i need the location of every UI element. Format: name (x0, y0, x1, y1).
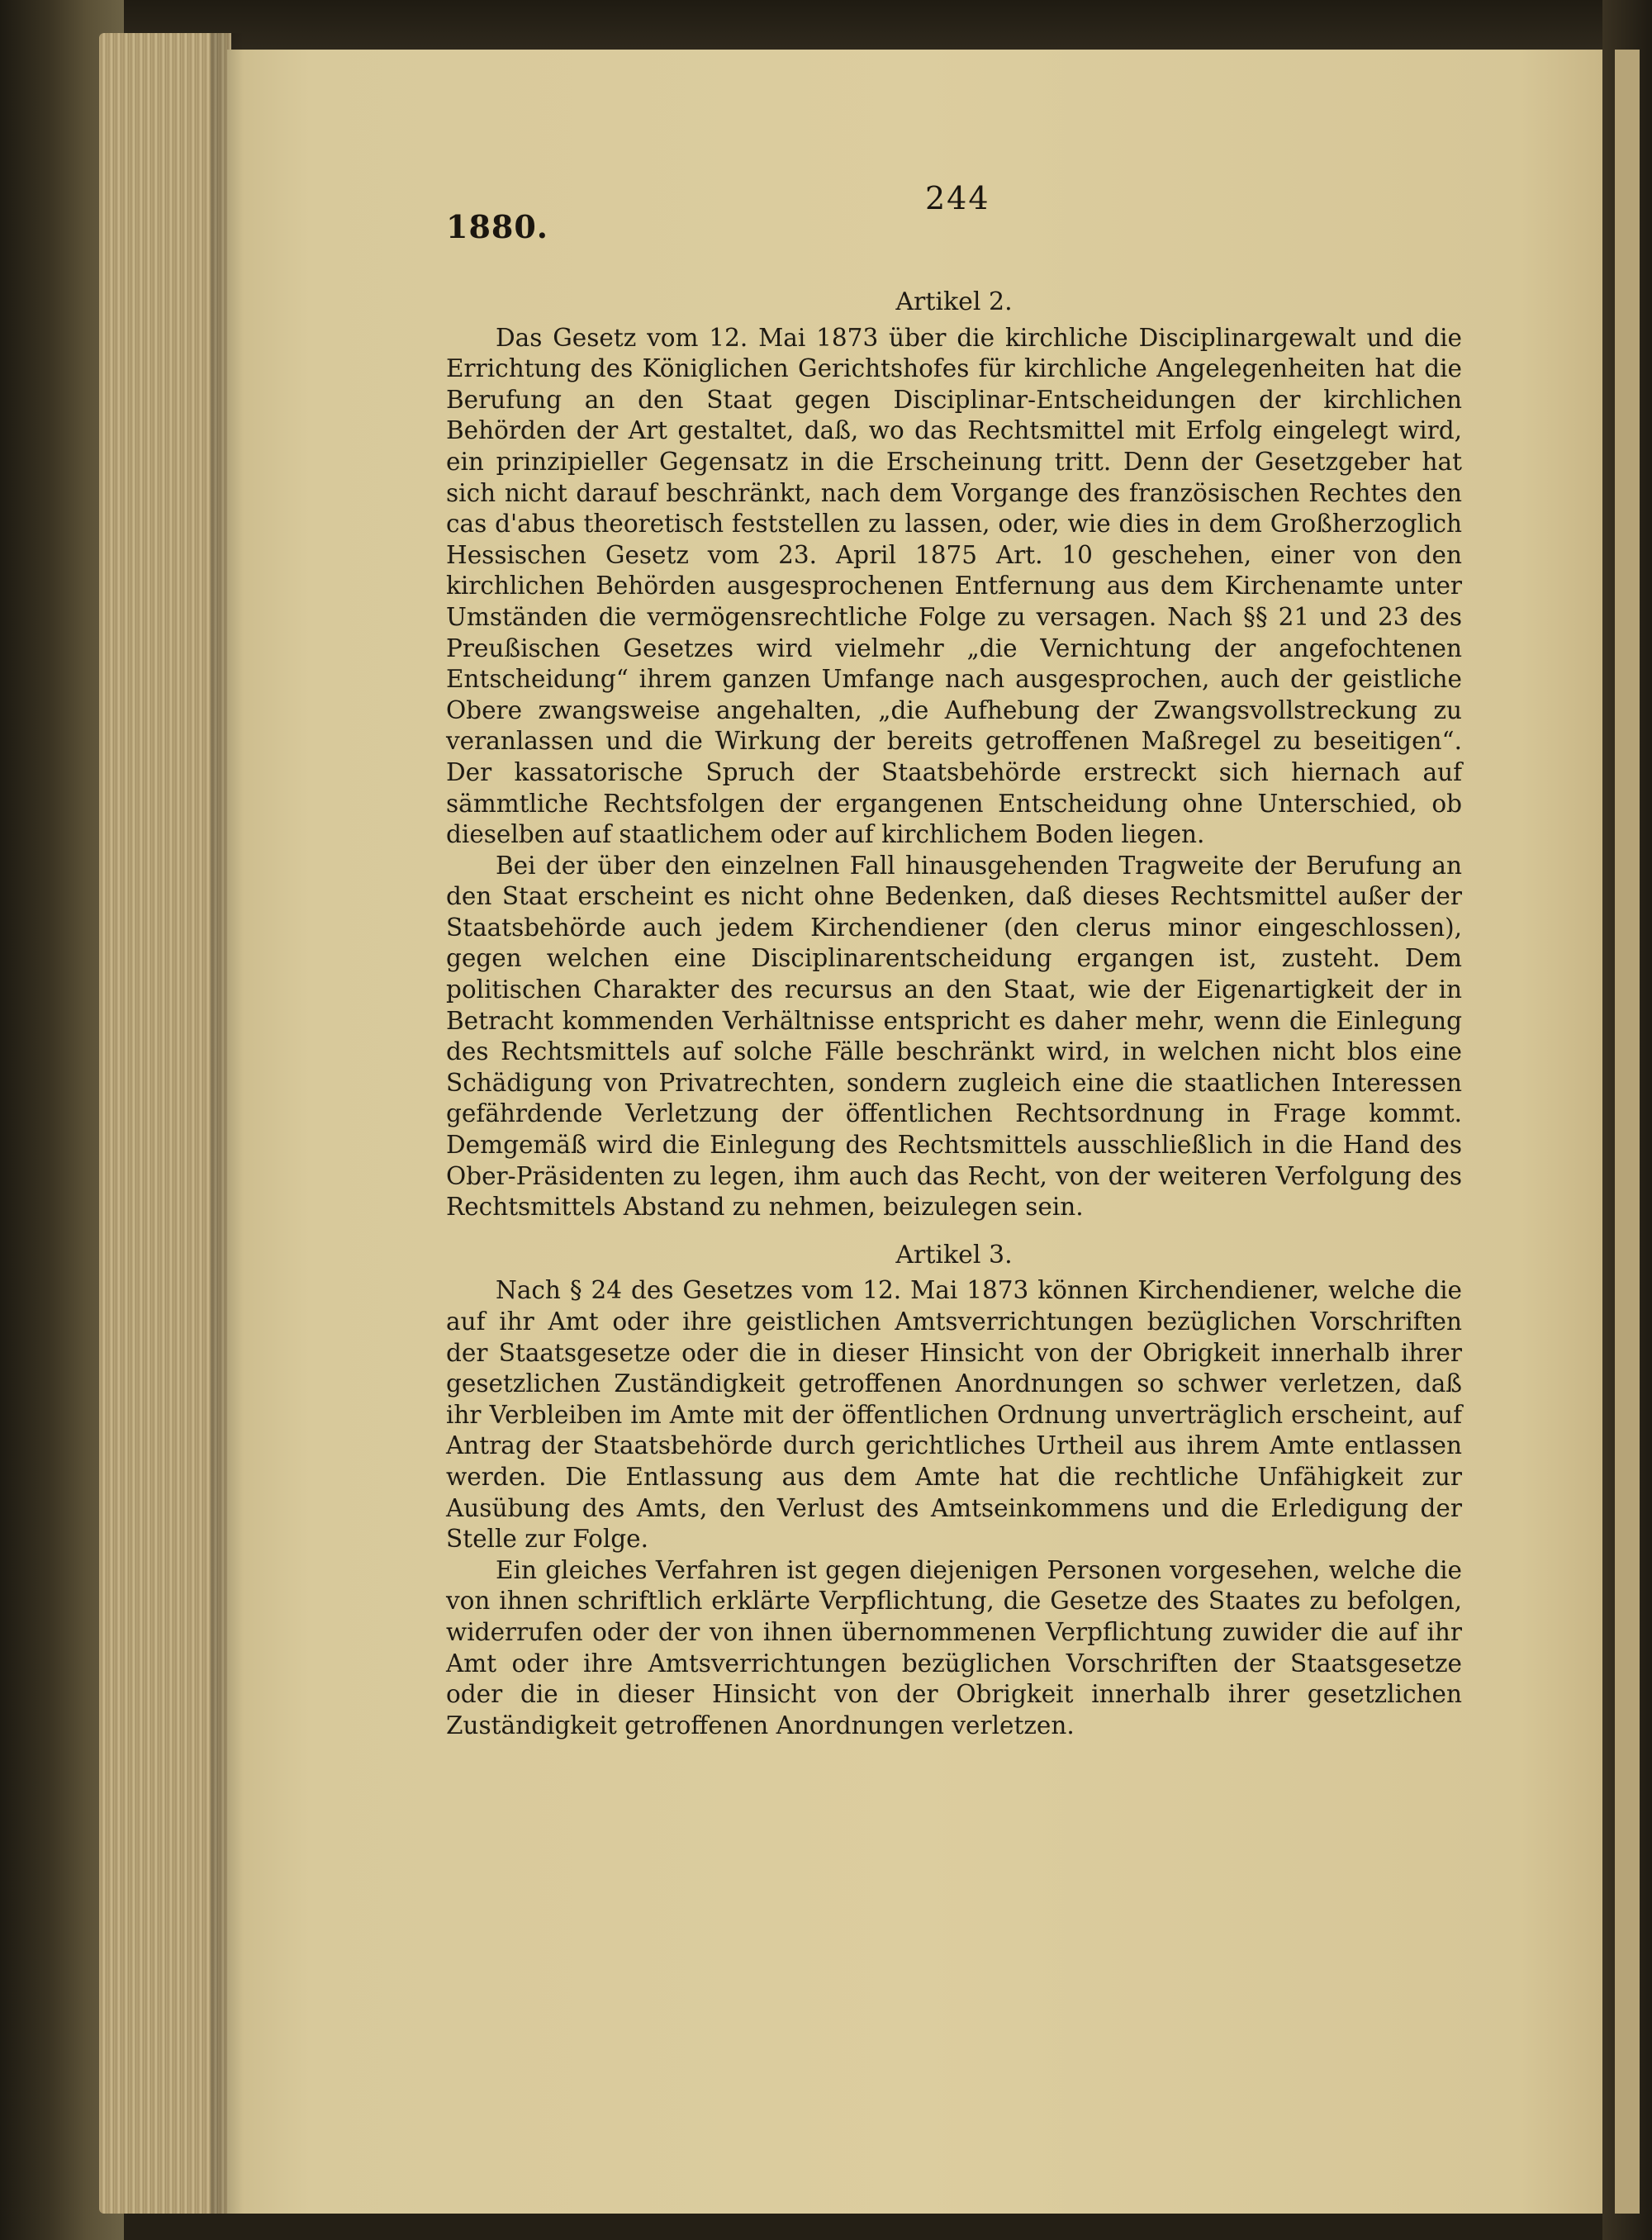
gutter-shadow (211, 33, 244, 2214)
facing-page-edge (1615, 50, 1640, 2214)
article-3-heading: Artikel 3. (895, 1240, 1013, 1269)
article-3-paragraph-2: Ein gleiches Verfahren ist gegen diejenigen Personen vorgesehen, welche die von ihnen schriftlich erklärte Verpflichtung, die Gesetze des Staates zu befolgen, widerrufen oder der von ihnen übernommenen Verpflichtung zuwider die auf ihr Amt oder ihre Amtsverrichtungen bezüglichen Vorschriften der Staatsgesetze oder die in dieser Hinsicht von der Obrigkeit innerhalb ihrer gesetzlichen Zuständigkeit getroffenen Anordnungen verletzen. (446, 1555, 1462, 1739)
article-2-paragraph-2: Bei der über den einzelnen Fall hinausgehenden Tragweite der Berufung an den Staat erscheint es nicht ohne Bedenken, daß dieses Rechtsmittel außer der Staatsbehörde auch jedem Kirchendiener (den clerus minor eingeschlossen), gegen welchen eine Disciplinarentscheidung ergangen ist, zusteht. Dem politischen Charakter des recursus an den Staat, wie der Eigenartigkeit der in Betracht kommenden Verhältnisse entspricht es daher mehr, wenn die Einlegung des Rechtsmittels auf solche Fälle beschränkt wird, in welchen nicht blos eine Schädigung von Privatrechten, sondern zugleich eine die staatlichen Interessen gefährdende Verletzung der öffentlichen Rechtsordnung in Frage kommt. Demgemäß wird die Einlegung des Rechtsmittels ausschließlich in die Hand des Ober-Präsidenten zu legen, ihm auch das Recht, von der weiteren Verfolgung des Rechtsmittels Abstand zu nehmen, beizulegen sein. (446, 851, 1462, 1222)
article-2-heading: Artikel 2. (895, 287, 1013, 316)
running-year: 1880. (446, 208, 548, 245)
article-3-paragraph-1: Nach § 24 des Gesetzes vom 12. Mai 1873 können Kirchendiener, welche die auf ihr Amt oder ihre geistlichen Amtsverrichtungen bezüglichen Vorschriften der Staatsgesetze oder die in dieser Hinsicht von der Obrigkeit innerhalb ihrer gesetzlichen Zuständigkeit getroffenen Anordnungen so schwer verletzen, daß ihr Verbleiben im Amte mit der öffentlichen Ordnung unverträglich erscheint, auf Antrag der Staatsbehörde durch gerichtliches Urtheil aus ihrem Amte entlassen werden. Die Entlassung aus dem Amte hat die rechtliche Unfähigkeit zur Ausübung des Amts, den Verlust des Amtseinkommens und die Erledigung der Stelle zur Folge. (446, 1276, 1462, 1554)
page-number: 244 (925, 180, 990, 216)
scan-top-border (124, 0, 1602, 50)
article-2-paragraph-1: Das Gesetz vom 12. Mai 1873 über die kirchliche Disciplinargewalt und die Errichtung des Königlichen Gerichtshofes für kirchliche Angelegenheiten hat die Berufung an den Staat gegen Disciplinar-Entscheidungen der kirchlichen Behörden der Art gestaltet, daß, wo das Rechtsmittel mit Erfolg eingelegt wird, ein prinzipieller Gegensatz in die Erscheinung tritt. Denn der Gesetzgeber hat sich nicht darauf beschränkt, nach dem Vorgange des französischen Rechtes den cas d'abus theoretisch feststellen zu lassen, oder, wie dies in dem Großherzoglich Hessischen Gesetz vom 23. April 1875 Art. 10 geschehen, einer von den kirchlichen Behörden ausgesprochenen Entfernung aus dem Kirchenamte unter Umständen die vermögensrechtliche Folge zu versagen. Nach §§ 21 und 23 des Preußischen Gesetzes wird vielmehr „die Vernichtung der angefochtenen Entscheidung“ ihrem ganzen Umfange nach ausgesprochen, auch der geistliche Obere zwangsweise angehalten, „die Aufhebung der Zwangsvollstreckung zu veranlassen und die Wirkung der bereits getroffenen Maßregel zu beseitigen“. Der kassatorische Spruch der Staatsbehörde erstreckt sich hiernach auf sämmtliche Rechtsfolgen der ergangenen Entscheidung ohne Unterschied, ob dieselben auf staatlichem oder auf kirchlichem Boden liegen. (446, 323, 1462, 849)
scan-bottom-border (124, 2214, 1602, 2240)
page-body (446, 169, 1462, 1741)
